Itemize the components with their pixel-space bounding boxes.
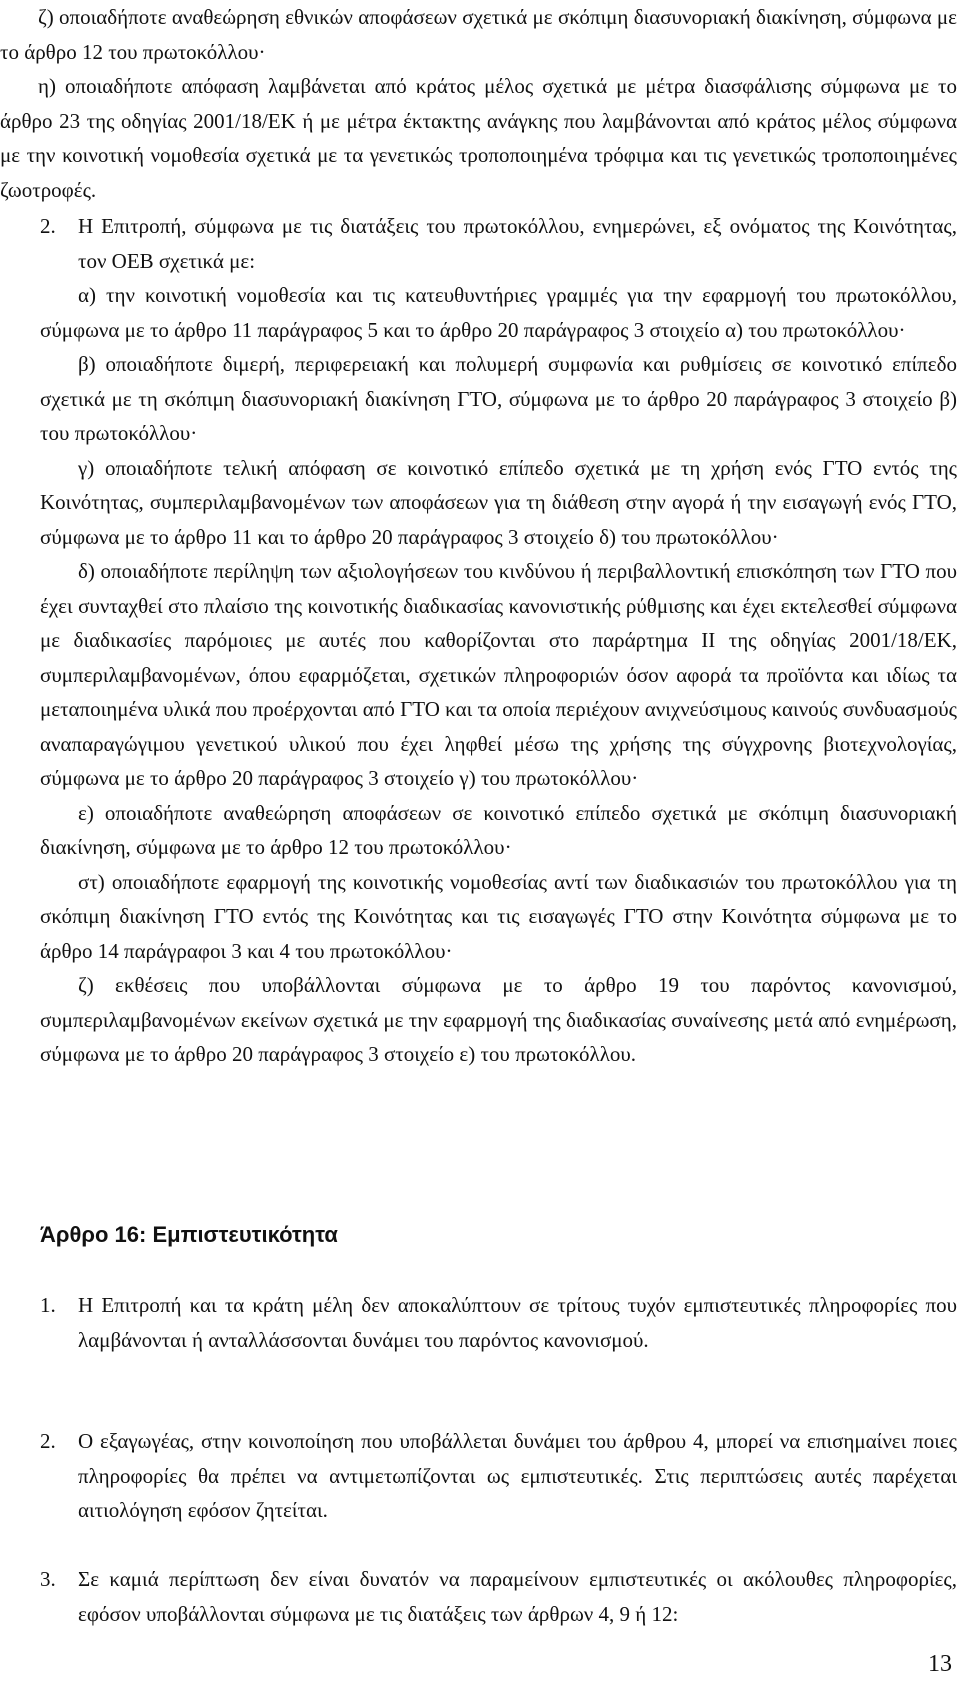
intro-item-z: ζ) οποιαδήποτε αναθεώρηση εθνικών αποφάσεων σχετικά με σκόπιμη διασυνοριακή διακίνηση, σύμφωνα με το άρθρο 12 του πρωτοκόλλου·: [0, 5, 957, 64]
section2-item-e: ε) οποιαδήποτε αναθεώρηση αποφάσεων σε κοινοτικό επίπεδο σχετικά με σκόπιμη διασυνοριακή διακίνηση, σύμφωνα με το άρθρο 12 του πρωτοκόλλου·: [40, 800, 957, 859]
article16-item-2: [78, 1424, 957, 1528]
article16-item-2-number: 2.: [40, 1429, 56, 1453]
article16-heading: Άρθρο 16: Εμπιστευτικότητα: [40, 1222, 338, 1247]
article16-item-1-text: Η Επιτροπή και τα κράτη μέλη δεν αποκαλύπτουν σε τρίτους τυχόν εμπιστευτικές πληροφορίες που λαμβάνονται ή ανταλλάσσονται δυνάμει του παρόντος κανονισμού.: [78, 1293, 957, 1352]
article16-item-1-number: 1.: [40, 1293, 56, 1317]
section2-number: 2.: [40, 214, 56, 238]
article16-item-2-text: Ο εξαγωγέας, στην κοινοποίηση που υποβάλλεται δυνάμει του άρθρου 4, μπορεί να επισημαίνει ποιες πληροφορίες θα πρέπει να αντιμετωπίζονται ως εμπιστευτικές. Στις περιπτώσεις αυτές παρέχεται αιτιολόγηση εφόσον ζητείται.: [78, 1429, 957, 1522]
section2-item-c: γ) οποιαδήποτε τελική απόφαση σε κοινοτικό επίπεδο σχετικά με τη χρήση ενός ΓΤΟ εντός της Κοινότητας, συμπεριλαμβανομένων των αποφάσεων για τη διάθεση στην αγορά ή την εισαγωγή ενός ΓΤΟ, σύμφωνα με το άρθρο 11 και το άρθρο 20 παράγραφος 3 στοιχείο δ) του πρωτοκόλλου·: [40, 455, 957, 549]
page-number: 13: [928, 1651, 952, 1677]
intro-block: [0, 0, 957, 207]
section2-items: [40, 278, 957, 1072]
article16-item-3-number: 3.: [40, 1567, 56, 1591]
section2-item-a: α) την κοινοτική νομοθεσία και τις κατευθυντήριες γραμμές για την εφαρμογή του πρωτοκόλλου, σύμφωνα με το άρθρο 11 παράγραφος 5 και το άρθρο 20 παράγραφος 3 στοιχείο α) του πρωτοκόλλου·: [40, 283, 957, 342]
article16-item-3-text: Σε καμιά περίπτωση δεν είναι δυνατόν να παραμείνουν εμπιστευτικές οι ακόλουθες πληροφορίες, εφόσον υποβάλλονται σύμφωνα με τις διατάξεις των άρθρων 4, 9 ή 12:: [78, 1567, 957, 1626]
section2-item-b: β) οποιαδήποτε διμερή, περιφερειακή και πολυμερή συμφωνία και ρυθμίσεις σε κοινοτικό επίπεδο σχετικά με τη σκόπιμη διασυνοριακή διακίνηση ΓΤΟ, σύμφωνα με το άρθρο 20 παράγραφος 3 στοιχείο β) του πρωτοκόλλου·: [40, 352, 957, 445]
article16-item-3: [78, 1562, 957, 1631]
section2-lead-block: [78, 209, 957, 278]
intro-item-i: η) οποιαδήποτε απόφαση λαμβάνεται από κράτος μέλος σχετικά με μέτρα διασφάλισης σύμφωνα με το άρθρο 23 της οδηγίας 2001/18/ΕΚ ή με μέτρα έκτακτης ανάγκης που λαμβάνονται από κράτος μέλος σύμφωνα με την κοινοτική νομοθεσία σχετικά με τα γενετικώς τροποποιημένα τρόφιμα και τις γενετικώς τροποποιημένες ζωοτροφές.: [0, 74, 957, 202]
section2-lead: Η Επιτροπή, σύμφωνα με τις διατάξεις του πρωτοκόλλου, ενημερώνει, εξ ονόματος της Κοινότητας, τον ΟΕΒ σχετικά με:: [78, 214, 957, 273]
section2-item-st: στ) οποιαδήποτε εφαρμογή της κοινοτικής νομοθεσίας αντί των διαδικασιών του πρωτοκόλλου για τη σκόπιμη διακίνηση ΓΤΟ εντός της Κοινότητας και τις εισαγωγές ΓΤΟ στην Κοινότητα σύμφωνα με το άρθρο 14 παράγραφοι 3 και 4 του πρωτοκόλλου·: [40, 869, 957, 963]
section2-item-d: δ) οποιαδήποτε περίληψη των αξιολογήσεων του κινδύνου ή περιβαλλοντική επισκόπηση των ΓΤΟ που έχει συνταχθεί στο πλαίσιο της κοινοτικής διαδικασίας κανονιστικής ρύθμισης και έχει εκτελεσθεί σύμφωνα με διαδικασίες παρόμοιες με αυτές που καθορίζονται στο παράρτημα ΙΙ της οδηγίας 2001/18/ΕΚ, συμπεριλαμβανομένων, όπου εφαρμόζεται, σχετικών πληροφοριών όσον αφορά τα προϊόντα και ιδίως τα μεταποιημένα υλικά που προέρχονται από ΓΤΟ και τα οποία περιέχουν ανιχνεύσιμους καινούς συνδυασμούς αναπαραγώγιμου γενετικού υλικού που έχει ληφθεί μέσω της χρήσης της σύγχρονης βιοτεχνολογίας, σύμφωνα με το άρθρο 20 παράγραφος 3 στοιχείο γ) του πρωτοκόλλου·: [40, 559, 957, 790]
article16-item-1: [78, 1288, 957, 1357]
section2-item-z: ζ) εκθέσεις που υποβάλλονται σύμφωνα με το άρθρο 19 του παρόντος κανονισμού, συμπεριλαμβανομένων εκείνων σχετικά με την εφαρμογή της διαδικασίας συναίνεσης μετά από ενημέρωση, σύμφωνα με το άρθρο 20 παράγραφος 3 στοιχείο ε) του πρωτοκόλλου.: [40, 973, 957, 1066]
